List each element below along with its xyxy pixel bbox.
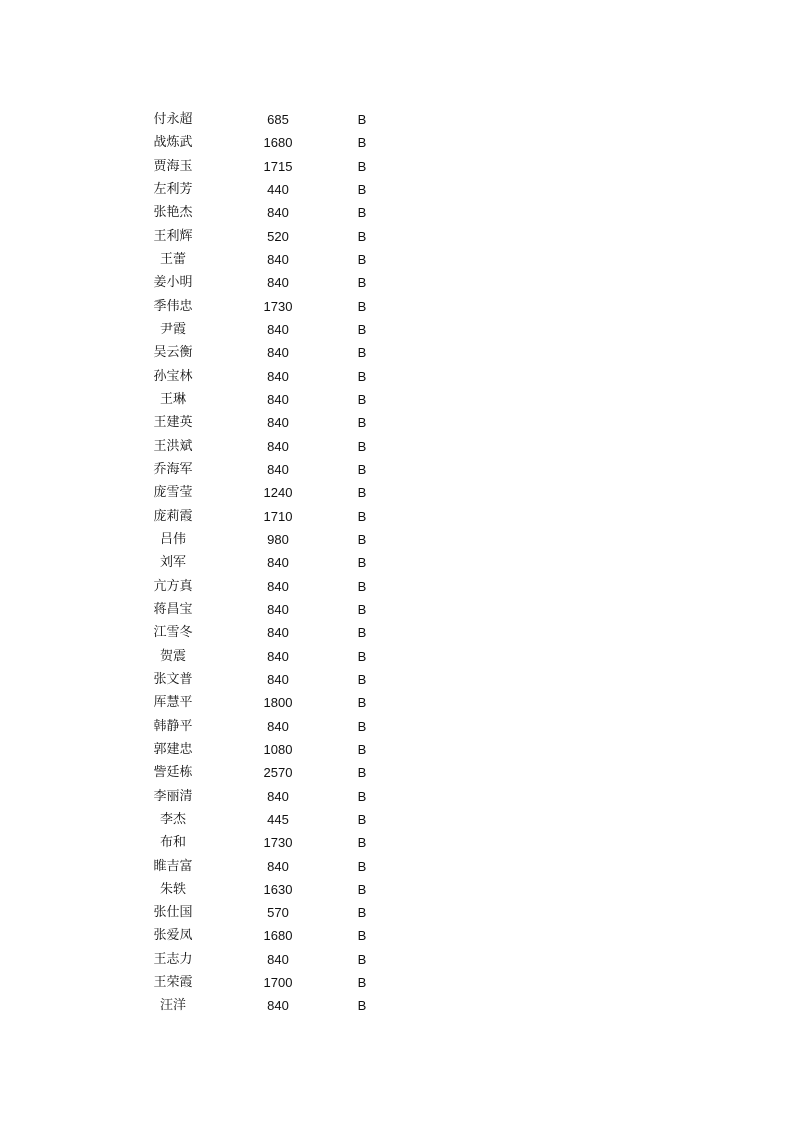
table-row xyxy=(0,108,793,131)
table-row xyxy=(0,994,793,1017)
amount-cell: 840 xyxy=(267,251,289,267)
table-row xyxy=(0,575,793,598)
grade-cell: B xyxy=(357,415,367,431)
amount-cell: 840 xyxy=(267,321,289,337)
name-cell: 王荣霞 xyxy=(153,975,193,991)
grade-cell: B xyxy=(357,905,367,921)
name-cell: 王利辉 xyxy=(153,228,193,244)
table-row xyxy=(0,271,793,294)
table-row xyxy=(0,131,793,154)
name-cell: 朱轶 xyxy=(159,881,186,897)
grade-cell: B xyxy=(357,531,367,547)
grade-cell: B xyxy=(357,298,367,314)
grade-cell: B xyxy=(357,578,367,594)
table-row xyxy=(0,411,793,434)
amount-cell: 1630 xyxy=(263,881,293,897)
grade-cell: B xyxy=(357,461,367,477)
name-cell: 乔海军 xyxy=(153,461,193,477)
name-cell: 贺震 xyxy=(159,648,186,664)
amount-cell: 980 xyxy=(267,531,289,547)
grade-cell: B xyxy=(357,835,367,851)
amount-cell: 840 xyxy=(267,275,289,291)
amount-cell: 1730 xyxy=(263,835,293,851)
grade-cell: B xyxy=(357,508,367,524)
amount-cell: 840 xyxy=(267,671,289,687)
name-cell: 王洪斌 xyxy=(153,438,193,454)
grade-cell: B xyxy=(357,601,367,617)
name-cell: 贾海玉 xyxy=(153,158,193,174)
amount-cell: 840 xyxy=(267,718,289,734)
table-row xyxy=(0,388,793,411)
table-row xyxy=(0,341,793,364)
grade-cell: B xyxy=(357,158,367,174)
amount-cell: 1800 xyxy=(263,695,293,711)
table-row xyxy=(0,201,793,224)
amount-cell: 570 xyxy=(267,905,289,921)
table-row xyxy=(0,621,793,644)
amount-cell: 440 xyxy=(267,181,289,197)
amount-cell: 1700 xyxy=(263,975,293,991)
table-row xyxy=(0,785,793,808)
table-row xyxy=(0,365,793,388)
name-cell: 蒋昌宝 xyxy=(153,601,193,617)
table-row xyxy=(0,668,793,691)
amount-cell: 685 xyxy=(267,112,289,127)
name-cell: 李丽清 xyxy=(153,788,193,804)
grade-cell: B xyxy=(357,695,367,711)
amount-cell: 1710 xyxy=(263,508,293,524)
table-row xyxy=(0,318,793,341)
amount-cell: 840 xyxy=(267,205,289,221)
name-cell: 汪洋 xyxy=(159,998,186,1014)
name-cell: 王蕾 xyxy=(159,251,186,267)
amount-cell: 840 xyxy=(267,998,289,1014)
table-row xyxy=(0,645,793,668)
name-cell: 王琳 xyxy=(159,391,186,407)
table-row xyxy=(0,971,793,994)
table-row xyxy=(0,481,793,504)
grade-cell: B xyxy=(357,438,367,454)
grade-cell: B xyxy=(357,251,367,267)
grade-cell: B xyxy=(357,671,367,687)
grade-cell: B xyxy=(357,625,367,641)
name-cell: 张艳杰 xyxy=(153,205,193,221)
table-row xyxy=(0,808,793,831)
amount-cell: 840 xyxy=(267,368,289,384)
name-cell: 张爱凤 xyxy=(153,928,193,944)
table-row xyxy=(0,505,793,528)
grade-cell: B xyxy=(357,928,367,944)
table-row xyxy=(0,295,793,318)
table-row xyxy=(0,831,793,854)
amount-cell: 840 xyxy=(267,391,289,407)
name-cell: 庞莉霞 xyxy=(153,508,193,524)
name-cell: 李杰 xyxy=(159,811,186,827)
name-cell: 张仕国 xyxy=(153,905,193,921)
table-row xyxy=(0,948,793,971)
amount-cell: 1715 xyxy=(263,158,293,174)
name-cell: 訾廷栋 xyxy=(153,765,193,781)
grade-cell: B xyxy=(357,718,367,734)
table-row xyxy=(0,878,793,901)
grade-cell: B xyxy=(357,648,367,664)
table-row xyxy=(0,178,793,201)
name-cell: 王志力 xyxy=(153,951,193,967)
data-table xyxy=(0,108,793,1018)
table-row xyxy=(0,738,793,761)
table-row xyxy=(0,528,793,551)
name-cell: 刘军 xyxy=(159,555,186,571)
amount-cell: 840 xyxy=(267,578,289,594)
name-cell: 季伟忠 xyxy=(153,298,193,314)
table-row xyxy=(0,225,793,248)
table-row xyxy=(0,155,793,178)
table-row xyxy=(0,715,793,738)
amount-cell: 840 xyxy=(267,648,289,664)
name-cell: 张文普 xyxy=(153,671,193,687)
amount-cell: 840 xyxy=(267,461,289,477)
amount-cell: 840 xyxy=(267,858,289,874)
grade-cell: B xyxy=(357,321,367,337)
amount-cell: 840 xyxy=(267,951,289,967)
name-cell: 厍慧平 xyxy=(153,695,193,711)
table-row xyxy=(0,855,793,878)
table-row xyxy=(0,761,793,784)
grade-cell: B xyxy=(357,345,367,361)
name-cell: 王建英 xyxy=(153,415,193,431)
name-cell: 睢吉富 xyxy=(153,858,193,874)
name-cell: 左利芳 xyxy=(153,181,193,197)
amount-cell: 840 xyxy=(267,601,289,617)
amount-cell: 1240 xyxy=(263,485,293,501)
name-cell: 庞雪莹 xyxy=(153,485,193,501)
amount-cell: 1080 xyxy=(263,741,293,757)
grade-cell: B xyxy=(357,811,367,827)
amount-cell: 840 xyxy=(267,438,289,454)
amount-cell: 1730 xyxy=(263,298,293,314)
amount-cell: 840 xyxy=(267,415,289,431)
grade-cell: B xyxy=(357,181,367,197)
grade-cell: B xyxy=(357,998,367,1014)
table-row xyxy=(0,248,793,271)
grade-cell: B xyxy=(357,555,367,571)
name-cell: 吴云衡 xyxy=(153,345,193,361)
table-row xyxy=(0,691,793,714)
name-cell: 尹霞 xyxy=(159,321,186,337)
name-cell: 姜小明 xyxy=(153,275,193,291)
amount-cell: 1680 xyxy=(263,135,293,151)
amount-cell: 840 xyxy=(267,788,289,804)
amount-cell: 1680 xyxy=(263,928,293,944)
grade-cell: B xyxy=(357,741,367,757)
amount-cell: 840 xyxy=(267,345,289,361)
grade-cell: B xyxy=(357,228,367,244)
amount-cell: 520 xyxy=(267,228,289,244)
amount-cell: 840 xyxy=(267,555,289,571)
grade-cell: B xyxy=(357,112,367,127)
amount-cell: 840 xyxy=(267,625,289,641)
table-row xyxy=(0,435,793,458)
name-cell: 亢方真 xyxy=(153,578,193,594)
amount-cell: 445 xyxy=(267,811,289,827)
name-cell: 布和 xyxy=(159,835,186,851)
name-cell: 吕伟 xyxy=(159,531,186,547)
table-row xyxy=(0,458,793,481)
name-cell: 付永超 xyxy=(153,112,193,127)
grade-cell: B xyxy=(357,858,367,874)
grade-cell: B xyxy=(357,788,367,804)
grade-cell: B xyxy=(357,951,367,967)
table-row xyxy=(0,551,793,574)
name-cell: 江雪冬 xyxy=(153,625,193,641)
table-row xyxy=(0,901,793,924)
name-cell: 郭建忠 xyxy=(153,741,193,757)
grade-cell: B xyxy=(357,135,367,151)
grade-cell: B xyxy=(357,391,367,407)
grade-cell: B xyxy=(357,368,367,384)
grade-cell: B xyxy=(357,205,367,221)
grade-cell: B xyxy=(357,485,367,501)
name-cell: 韩静平 xyxy=(153,718,193,734)
name-cell: 孙宝林 xyxy=(153,368,193,384)
grade-cell: B xyxy=(357,975,367,991)
grade-cell: B xyxy=(357,275,367,291)
table-row xyxy=(0,598,793,621)
grade-cell: B xyxy=(357,881,367,897)
amount-cell: 2570 xyxy=(263,765,293,781)
grade-cell: B xyxy=(357,765,367,781)
table-row xyxy=(0,924,793,947)
name-cell: 战炼武 xyxy=(153,135,193,151)
